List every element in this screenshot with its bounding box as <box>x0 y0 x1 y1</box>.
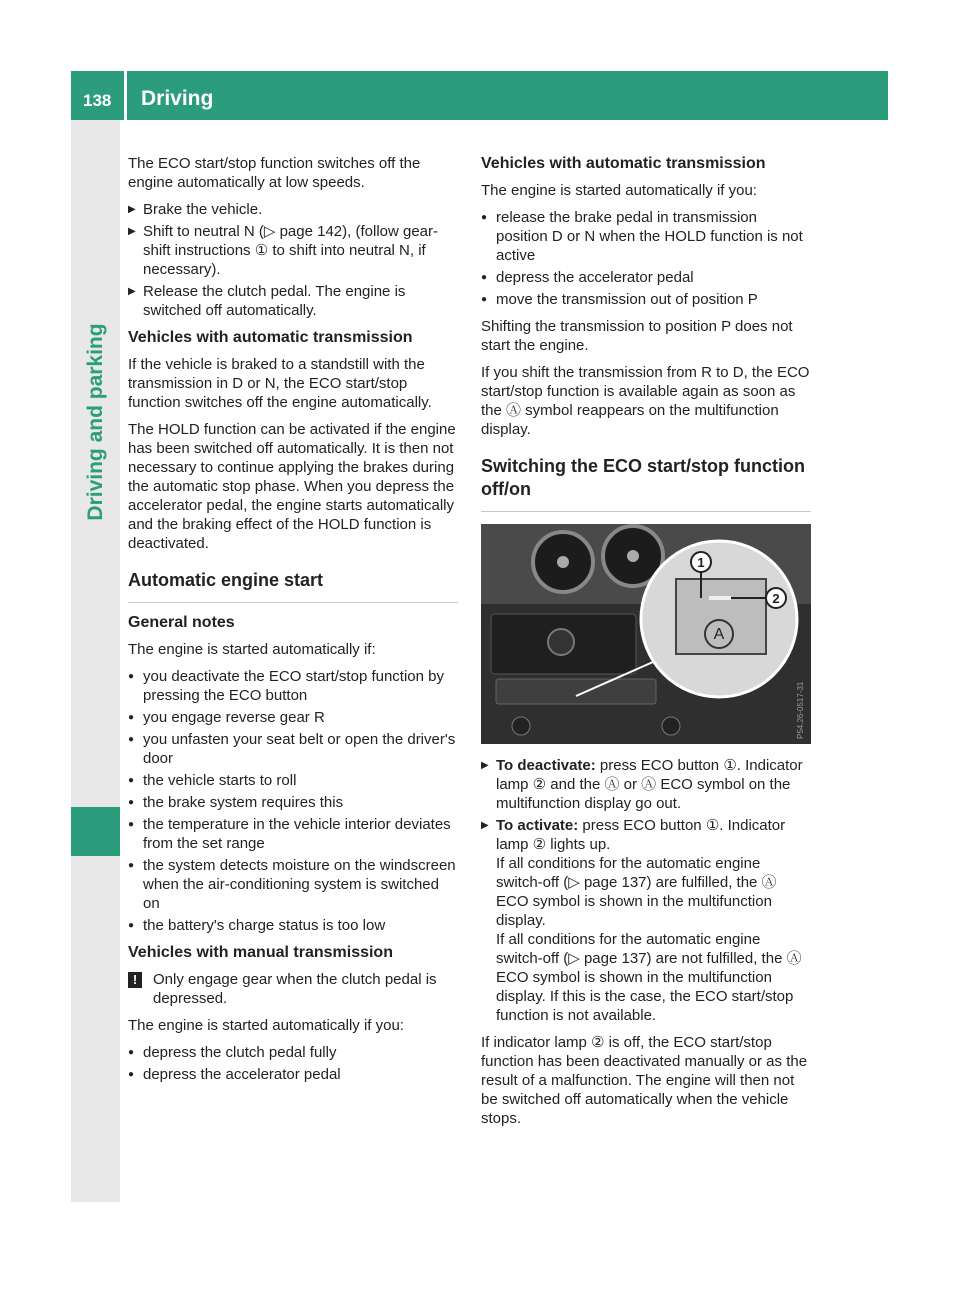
list-item: ● depress the accelerator pedal <box>128 1065 458 1084</box>
paragraph: If you shift the transmission from R to D, the ECO start/stop function is available again as soon as the Ⓐ symbol reappears on the multifunction display. <box>481 364 810 438</box>
condition-list <box>481 208 811 309</box>
step-text: press ECO button ①. Indicator lamp ② lights up. <box>496 817 786 853</box>
list-item: ● the system detects moisture on the windscreen when the air-conditioning system is switched on <box>128 856 458 913</box>
paragraph: The engine is started automatically if you: <box>481 182 757 199</box>
step-label: To deactivate: <box>496 757 596 774</box>
step-activate <box>481 816 811 1025</box>
dashboard-illustration <box>481 524 811 744</box>
section-heading: Vehicles with automatic transmission <box>128 329 413 346</box>
step-text: press ECO button ①. Indicator lamp ② and the Ⓐ or Ⓐ ECO symbol on the multifunction display go out. <box>496 757 803 812</box>
warning-note <box>128 970 458 1008</box>
list-item: ● depress the accelerator pedal <box>481 268 811 287</box>
warning-icon: ! <box>128 972 142 988</box>
section-heading: Vehicles with manual transmission <box>128 944 393 961</box>
left-column <box>128 154 458 1092</box>
step-item: ▶ Shift to neutral N (▷ page 142), (follow gear-shift instructions ① to shift into neutral N, if necessary). <box>128 222 458 279</box>
list-item: ● the battery's charge status is too low <box>128 916 458 935</box>
paragraph: The HOLD function can be activated if the engine has been switched off automatically. It is then not necessary to continue applying the brakes during the automatic stop phase. When you depress the accelerator pedal, the engine starts automatically and the braking effect of the HOLD function is deactivated. <box>128 421 456 552</box>
zoom-inset <box>641 541 797 697</box>
figure-code: P54.26-0517-31 <box>796 681 805 739</box>
section-heading: Switching the ECO start/stop function off/on <box>481 455 811 512</box>
header-divider <box>124 71 127 120</box>
side-tab <box>71 120 120 1202</box>
callout-1: 1 <box>697 555 705 570</box>
step-item: ▶ Brake the vehicle. <box>128 200 458 219</box>
list-item: ● you deactivate the ECO start/stop function by pressing the ECO button <box>128 667 458 705</box>
intro-text: The ECO start/stop function switches off the engine automatically at low speeds. <box>128 155 421 191</box>
step-label: To activate: <box>496 817 579 834</box>
list-item: ● the temperature in the vehicle interior deviates from the set range <box>128 815 458 853</box>
side-tab-label: Driving and parking <box>84 323 107 521</box>
section-heading: Automatic engine start <box>128 569 458 603</box>
side-tab-marker <box>71 807 120 856</box>
chapter-title: Driving <box>141 87 214 110</box>
list-item: ● depress the clutch pedal fully <box>128 1043 458 1062</box>
step-list <box>128 200 458 320</box>
page-number: 138 <box>83 91 112 110</box>
list-item: ● the vehicle starts to roll <box>128 771 458 790</box>
paragraph: The engine is started automatically if you: <box>128 1017 404 1034</box>
list-item: ● move the transmission out of position P <box>481 290 811 309</box>
step-item: ▶ Release the clutch pedal. The engine is switched off automatically. <box>128 282 458 320</box>
eco-button-letter: A <box>713 626 725 643</box>
step-list <box>481 756 811 1025</box>
right-column <box>481 154 811 1136</box>
step-extra: If all conditions for the automatic engine switch-off (▷ page 137) are not fulfilled, the Ⓐ ECO symbol is shown in the multifunction display. If this is the case, the ECO start/stop function is not available. <box>496 931 802 1024</box>
list-item: ● the brake system requires this <box>128 793 458 812</box>
list-item: ● you engage reverse gear R <box>128 708 458 727</box>
callout-2: 2 <box>772 591 780 606</box>
step-extra: If all conditions for the automatic engine switch-off (▷ page 137) are fulfilled, the Ⓐ ECO symbol is shown in the multifunction display. <box>496 855 777 929</box>
paragraph: Shifting the transmission to position P does not start the engine. <box>481 318 793 354</box>
eco-button-figure <box>481 524 811 744</box>
air-vent-left <box>533 532 593 592</box>
section-heading: Vehicles with automatic transmission <box>481 155 766 172</box>
page-header <box>71 71 888 120</box>
step-deactivate <box>481 756 811 813</box>
warning-text: Only engage gear when the clutch pedal is depressed. <box>153 971 437 1007</box>
condition-list <box>128 1043 458 1084</box>
list-item: ● you unfasten your seat belt or open the driver's door <box>128 730 458 768</box>
paragraph: If the vehicle is braked to a standstill with the transmission in D or N, the ECO start/stop function switches off the engine automatically. <box>128 356 432 411</box>
subsection-heading: General notes <box>128 614 235 631</box>
button-strip <box>496 679 656 704</box>
paragraph: If indicator lamp ② is off, the ECO start/stop function has been deactivated manually or as the result of a malfunction. The engine will then not be switched off automatically when the vehicle stops. <box>481 1034 808 1127</box>
list-item: ● release the brake pedal in transmission position D or N when the HOLD function is not active <box>481 208 811 265</box>
condition-list <box>128 667 458 935</box>
paragraph: The engine is started automatically if: <box>128 641 376 658</box>
